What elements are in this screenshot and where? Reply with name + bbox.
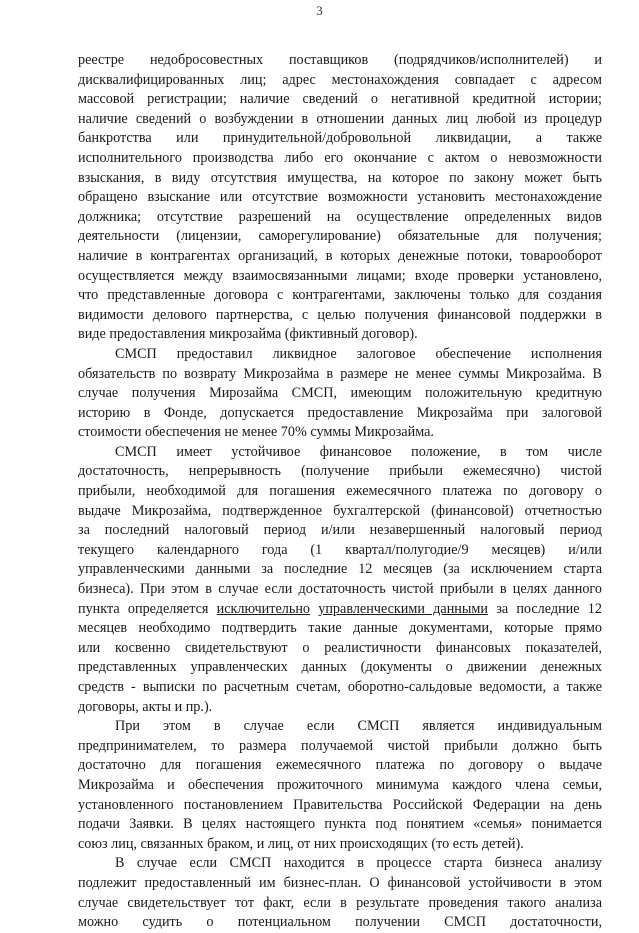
text-line: прибыли, необходимой для погашения ежемесячного платежа по договору о	[78, 483, 602, 500]
text-line: достаточно для погашения ежемесячного платежа по договору о выдаче	[78, 757, 602, 774]
text-line: банкротства или принудительной/добровольной ликвидации, а также	[78, 130, 602, 147]
text-line: случае свидетельствует тот факт, если в результате проведения такого анализа	[78, 894, 602, 911]
text-line: реестре недобросовестных поставщиков (подрядчиков/исполнителей) и	[78, 52, 602, 68]
text-line: взыскания, в виду отсутствия имущества, на которое по закону может быть	[78, 169, 602, 186]
underlined-text: управленческими данными	[318, 600, 488, 617]
text-line: Микрозайма и обеспечения прожиточного минимума каждого члена семьи,	[78, 776, 602, 793]
text-line: виде предоставления микрозайма (фиктивный договор).	[78, 326, 418, 343]
text-line: СМСП предоставил ликвидное залоговое обеспечение исполнения	[115, 345, 602, 362]
text-line: можно судить о потенциальном получении СМСП достаточности,	[78, 914, 602, 931]
text-line: исполнительного производства либо его окончание с актом о невозможности	[78, 149, 602, 166]
text-line: случае получения Мирозайма СМСП, имеющим положительную кредитную	[78, 385, 602, 402]
text-line: представленных управленческих данных (документы о движении денежных	[78, 659, 602, 676]
text-line: текущего календарного года (1 квартал/полугодие/9 месяцев) и/или	[78, 541, 602, 558]
text-line: средств - выписки по расчетным счетам, оборотно-сальдовые ведомости, а также	[78, 679, 602, 695]
text-line-underlined: пункта определяется исключительно управленческими данными за последние 12	[78, 600, 602, 617]
text-line: историю в Фонде, допускается предоставление Микрозайма при залоговой	[78, 404, 602, 421]
underlined-text: исключительно	[216, 600, 311, 617]
document-body	[78, 51, 602, 933]
text-line: выдаче Микрозайма, подтвержденное бухгалтерской (финансовой) отчетностью	[78, 502, 602, 519]
text-line: должника; отсутствие разрешений на осуществление определенных видов	[78, 208, 602, 225]
text-line: предпринимателем, то размера получаемой чистой прибыли должно быть	[78, 737, 602, 754]
text-line: договоры, акты и пр.).	[78, 698, 213, 715]
paragraph-2	[78, 345, 602, 443]
text-line: за последний налоговый период и/или незавершенный налоговый период	[78, 522, 602, 539]
text-line: массовой регистрации; наличие сведений о негативной кредитной истории;	[78, 91, 602, 108]
text-line: что представленные договора с контрагентами, заключены только для создания	[78, 287, 602, 304]
text-line: или косвенно свидетельствуют о реалистичности финансовых показателей,	[78, 639, 602, 656]
text-line: наличие сведений о возбуждении в отношении данных лиц любой из процедур	[78, 110, 602, 127]
text-line: стоимости обеспечения не менее 70% суммы Микрозайма.	[78, 424, 434, 441]
text-line: дисквалифицированных лиц; адрес местонахождения совпадает с адресом	[78, 71, 602, 88]
text-line: обращено взыскание или отсутствие возможности установить местонахождение	[78, 189, 602, 206]
text-line: месяцев необходимо подтвердить такие данные документами, которые прямо	[78, 620, 602, 637]
paragraph-1	[78, 51, 602, 345]
text-line: СМСП имеет устойчивое финансовое положение, в том числе	[115, 443, 602, 460]
text-line: наличие в контрагентах организаций, в которых денежные потоки, товарооборот	[78, 247, 602, 264]
text-line: В случае если СМСП находится в процессе старта бизнеса анализу	[115, 855, 602, 872]
text-line: подлежит предоставленный им бизнес-план. О финансовой устойчивости в этом	[78, 874, 602, 891]
text-line: союз лиц, связанных браком, и лиц, от них происходящих (то есть детей).	[78, 835, 524, 852]
text-line: обязательств по возврату Микрозайма в размере не менее суммы Микрозайма. В	[78, 365, 602, 382]
text-line: видимости делового партнерства, с целью получения финансовой поддержки в	[78, 306, 602, 323]
text-line: достаточность, непрерывность (получение прибыли ежемесячно) чистой	[78, 463, 602, 480]
paragraph-3	[78, 443, 602, 717]
text-line: подачи Заявки. В целях настоящего пункта под понятием «семья» понимается	[78, 816, 602, 833]
text-line: бизнеса). При этом в случае если достаточность чистой прибыли в целях данного	[78, 581, 602, 598]
text-line: деятельности (лицензии, саморегулирование) обязательные для получения;	[78, 228, 602, 245]
text-line: установленного постановлением Правительства Российской Федерации на день	[78, 796, 602, 813]
text-line: управленческими данными за последние 12 месяцев (за исключением старта	[78, 561, 602, 578]
page-number: 3	[316, 3, 323, 18]
paragraph-5	[78, 854, 602, 932]
text-line: При этом в случае если СМСП является индивидуальным	[115, 718, 602, 735]
text-line: осуществляется между взаимосвязанными лицами; входе проверки установлено,	[78, 267, 602, 284]
paragraph-4	[78, 717, 602, 854]
